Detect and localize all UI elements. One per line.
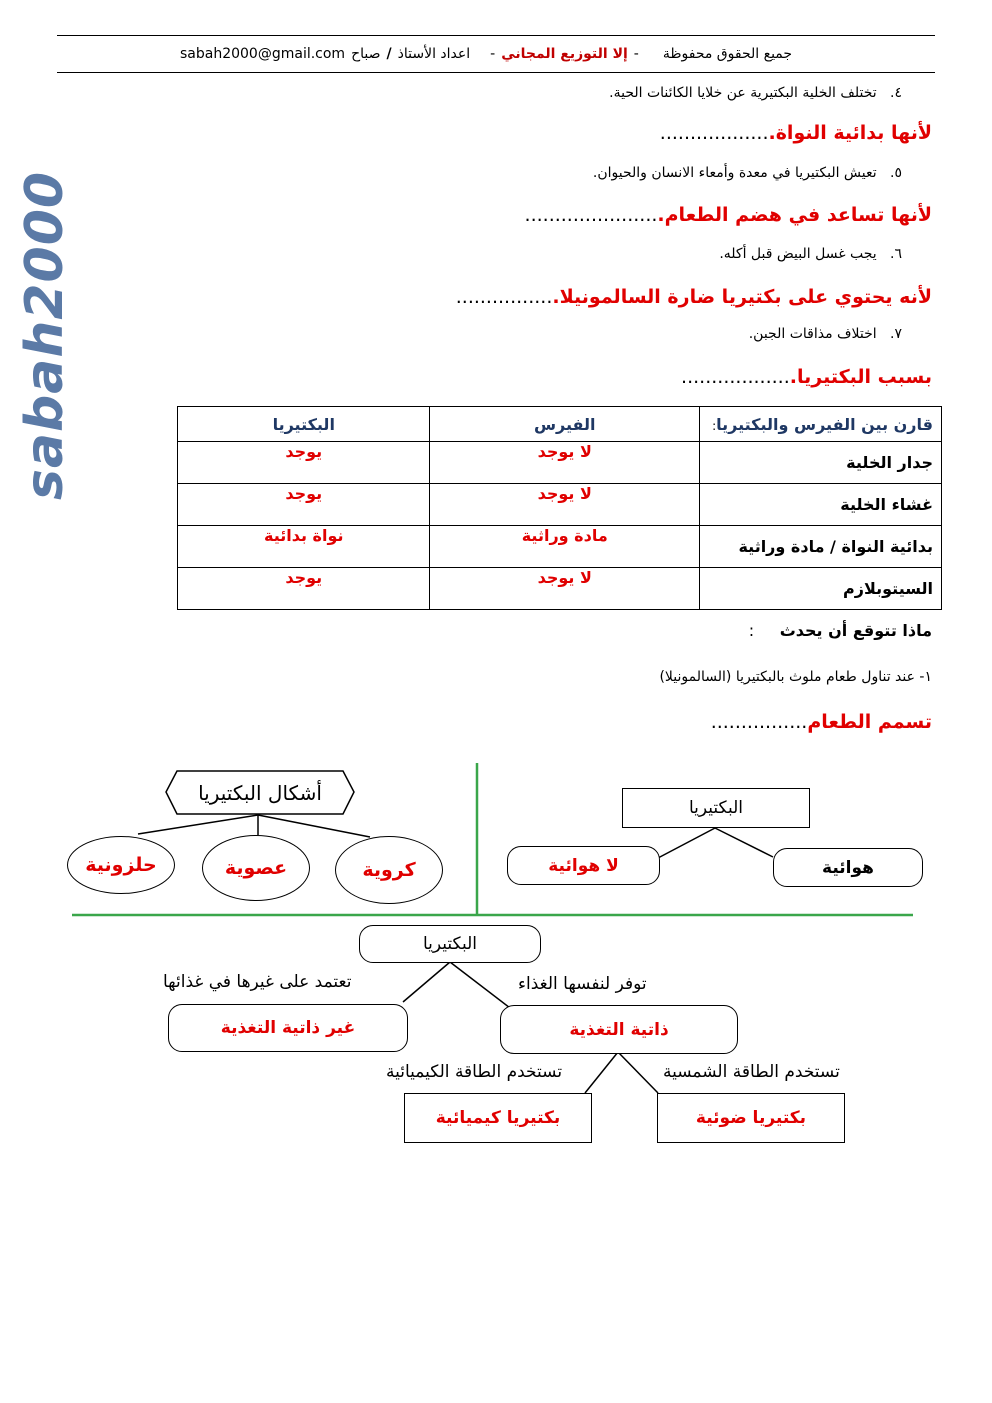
header-slash: /: [386, 46, 392, 62]
header-email: sabah2000@gmail.com: [180, 46, 346, 62]
chemosynthetic-label: بكتيريا كيميائية: [435, 1108, 561, 1128]
predict-heading-text: ماذا تتوقع أن يحدث: [779, 621, 932, 640]
header-rights: جميع الحقوق محفوظة: [662, 46, 793, 62]
header-dash: -: [490, 46, 496, 62]
watermark: sabah2000: [15, 170, 75, 500]
question-text: يجب غسل البيض قبل أكله.: [719, 246, 877, 262]
table-cell-label: جدار الخلية: [700, 442, 942, 484]
photosynthetic-label: بكتيريا ضوئية: [695, 1108, 807, 1128]
question-number: ٤.: [890, 85, 902, 101]
answer-text: لأنها تساعد في هضم الطعام.: [657, 204, 932, 226]
header-prep: اعداد الأستاذ: [397, 46, 471, 62]
question-text: تعيش البكتيريا في معدة وأمعاء الانسان والحيوان.: [592, 165, 877, 181]
solar-energy-description: تستخدم الطاقة الشمسية: [663, 1062, 840, 1082]
question-number: ٧.: [890, 326, 902, 342]
table-cell-virus: لا يوجد: [430, 484, 700, 526]
table-cell-bacteria: يوجد: [178, 568, 430, 610]
respiration-root: البكتيريا: [622, 788, 810, 828]
answer-dots: ................: [455, 286, 553, 308]
table-cell-virus: لا يوجد: [430, 442, 700, 484]
table-cell-bacteria: نواة بدائية: [178, 526, 430, 568]
question-text: اختلاف مذاقات الجبن.: [748, 326, 877, 342]
question-number: ٥.: [890, 165, 902, 181]
table-cell-bacteria: يوجد: [178, 484, 430, 526]
anaerobic-box: [507, 846, 660, 885]
answer-dots: ......................: [524, 204, 658, 226]
answer-text: تسمم الطعام: [807, 711, 932, 733]
autotroph-box: [500, 1005, 738, 1054]
question-number: ٦.: [890, 246, 902, 262]
chemosynthetic-box: [404, 1093, 592, 1143]
header-teacher: صباح: [351, 46, 381, 62]
answer-text: لأنها بدائية النواة.: [768, 122, 932, 144]
question-text: تختلف الخلية البكتيرية عن خلايا الكائنات الحية.: [609, 85, 877, 101]
respiration-tree-lines: [658, 828, 773, 858]
chemical-energy-description: تستخدم الطاقة الكيميائية: [386, 1062, 563, 1082]
heterotroph-box: [168, 1004, 408, 1052]
shape-rod: عصوية: [202, 835, 310, 901]
autotroph-label: ذاتية التغذية: [569, 1019, 669, 1040]
table-cell-label: السيتوبلازم: [700, 568, 942, 610]
predict-item: ١- عند تناول طعام ملوث بالبكتيريا (السالمونيلا): [659, 669, 932, 685]
table-cell-label: بدائية النواة / مادة وراثية: [700, 526, 942, 568]
answer-dots: ..................: [681, 366, 790, 388]
answer-text: بسبب البكتيريا.: [789, 366, 932, 388]
header-free-distribution: إلا التوزيع المجاني: [501, 46, 628, 62]
table-header-colon: :: [712, 418, 717, 433]
autotroph-description: توفر لنفسها الغذاء: [518, 974, 647, 994]
shape-spherical: كروية: [335, 836, 443, 904]
anaerobic-label: لا هوائية: [548, 855, 619, 876]
answer-dots: ................: [710, 711, 808, 733]
table-cell-virus: مادة وراثية: [430, 526, 700, 568]
heterotroph-label: غير ذاتية التغذية: [220, 1018, 356, 1038]
table-cell-virus: لا يوجد: [430, 568, 700, 610]
predict-heading-colon: :: [748, 621, 755, 640]
aerobic-box: هوائية: [773, 848, 923, 887]
table-header-cell: البكتيريا: [178, 407, 430, 442]
answer-dots: ..................: [659, 122, 769, 144]
shape-spiral: حلزونية: [67, 836, 175, 894]
table-header-text: قارن بين الفيرس والبكتيريا: [716, 414, 933, 434]
header-dash: -: [633, 46, 639, 62]
table-cell-label: غشاء الخلية: [700, 484, 942, 526]
shapes-tree-lines: [138, 815, 370, 837]
nutrition-root: البكتيريا: [359, 925, 541, 963]
table-header-cell: الفيرس: [430, 407, 700, 442]
table-cell-bacteria: يوجد: [178, 442, 430, 484]
heterotroph-description: تعتمد على غيرها في غذائها: [163, 972, 352, 992]
answer-text: لأنه يحتوي على بكتيريا ضارة السالمونيلا.: [552, 286, 932, 308]
photosynthetic-box: [657, 1093, 845, 1143]
shapes-root-label: أشكال البكتيريا: [198, 780, 322, 805]
